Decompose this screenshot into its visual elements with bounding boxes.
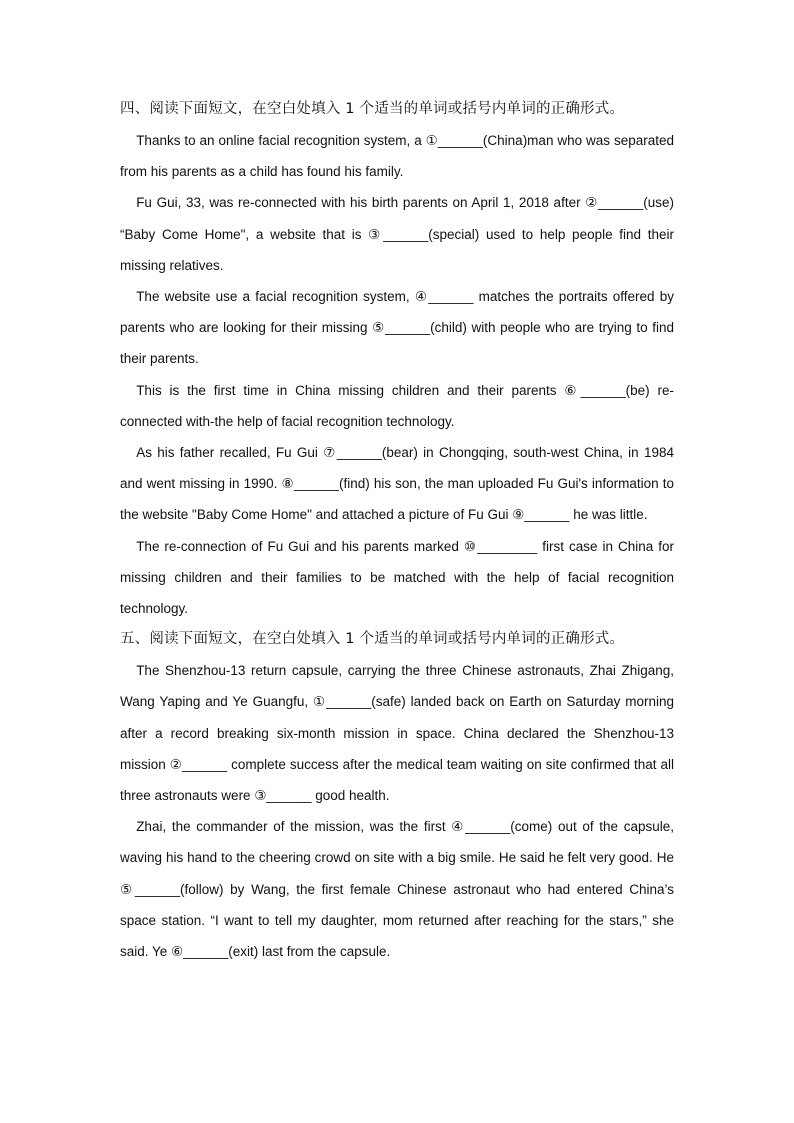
section-five-paragraph-2: Zhai, the commander of the mission, was the first ④______(come) out of the capsule, waving his hand to the cheering crowd on site with a big smile. He said he felt very good. He ⑤______(follow) by Wang, the first female Chinese astronaut who had entered China’s space station. “I want to tell my daughter, mom returned after reaching for the stars,” she said. Ye ⑥______(exit) last from the capsule. <box>120 819 674 960</box>
section-five <box>120 624 674 967</box>
section-four-paragraph-6: The re-connection of Fu Gui and his parents marked ⑩________ first case in China for missing children and their families to be matched with the help of facial recognition technology. <box>120 538 674 617</box>
section-four <box>120 94 674 624</box>
section-five-paragraph-1: The Shenzhou-13 return capsule, carrying the three Chinese astronauts, Zhai Zhigang, Wang Yaping and Ye Guangfu, ①______(safe) landed back on Earth on Saturday morning after a record breaking six-month mission in space. China declared the Shenzhou-13 mission ②______ complete success after the medical team waiting on site confirmed that all three astronauts were ③______ good health. <box>120 663 674 804</box>
section-five-heading: 五、阅读下面短文，在空白处填入 1 个适当的单词或括号内单词的正确形式。 <box>120 631 625 648</box>
section-four-heading: 四、阅读下面短文，在空白处填入 1 个适当的单词或括号内单词的正确形式。 <box>120 101 625 117</box>
section-four-paragraph-4: This is the first time in China missing children and their parents ⑥______(be) re-connected with-the help of facial recognition technology. <box>120 382 674 429</box>
section-four-paragraph-1: Thanks to an online facial recognition system, a ①______(China)man who was separated from his parents as a child has found his family. <box>120 133 674 180</box>
document-page <box>120 94 674 967</box>
section-four-paragraph-3: The website use a facial recognition system, ④______ matches the portraits offered by parents who are looking for their missing ⑤______(child) with people who are trying to find their parents. <box>120 289 674 367</box>
section-four-paragraph-2: Fu Gui, 33, was re-connected with his birth parents on April 1, 2018 after ②______(use) “Baby Come Home", a website that is ③______(special) used to help people find their missing relatives. <box>120 195 674 273</box>
section-four-paragraph-5: As his father recalled, Fu Gui ⑦______(bear) in Chongqing, south-west China, in 1984 and went missing in 1990. ⑧______(find) his son, the man uploaded Fu Gui's information to the website "Baby Come Home" and attached a picture of Fu Gui ⑨______ he was little. <box>120 445 674 523</box>
